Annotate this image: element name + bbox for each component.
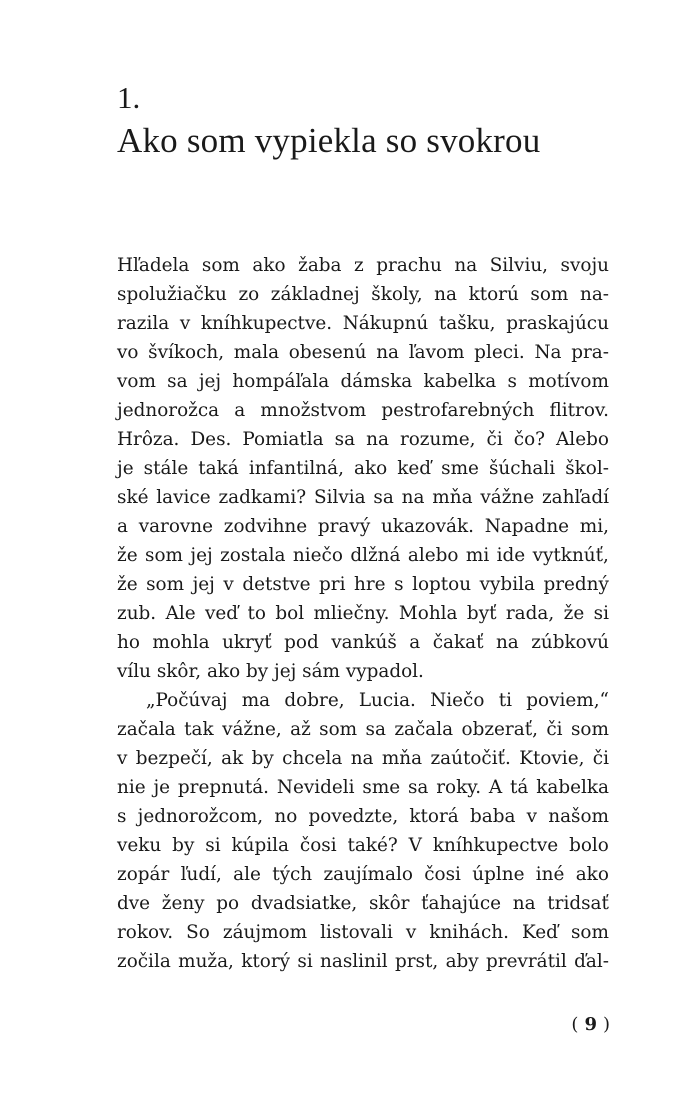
text-line: dve ženy po dvadsiatke, skôr ťahajúce na tridsať	[117, 893, 609, 914]
text-line: v bezpečí, ak by chcela na mňa zaútočiť. Ktovie, či	[117, 748, 609, 769]
text-line: razila v kníhkupectve. Nákupnú tašku, praskajúcu	[117, 313, 609, 334]
chapter-number: 1.	[117, 80, 141, 115]
text-line: „Počúvaj ma dobre, Lucia. Niečo ti poviem,“	[146, 690, 609, 711]
text-line: zopár ľudí, ale tých zaujímalo čosi úplne iné ako	[117, 864, 609, 885]
text-line: vom sa jej hompáľala dámska kabelka s motívom	[117, 371, 609, 392]
text-line: že som jej zostala niečo dlžná alebo mi ide vytknúť,	[117, 545, 609, 566]
page-number	[538, 1012, 610, 1038]
text-line: vo švíkoch, mala obesenú na ľavom pleci. Na pra-	[117, 342, 609, 363]
text-line: ho mohla ukryť pod vankúš a čakať na zúbkovú	[117, 632, 609, 653]
text-line: je stále taká infantilná, ako keď sme šúchali škol-	[117, 458, 609, 479]
text-line: a varovne zodvihne pravý ukazovák. Napadne mi,	[117, 516, 609, 537]
text-line: spolužiačku zo základnej školy, na ktorú som na-	[117, 284, 609, 305]
text-line: zočila muža, ktorý si naslinil prst, aby prevrátil ďal-	[117, 951, 609, 972]
body-text	[117, 251, 609, 976]
chapter-title: Ako som vypiekla so svokrou	[117, 121, 541, 160]
text-line: že som jej v detstve pri hre s loptou vybila predný	[117, 574, 609, 595]
text-line: ské lavice zadkami? Silvia sa na mňa vážne zahľadí	[117, 487, 609, 508]
page-number-open-paren: (	[571, 1014, 579, 1035]
text-line: Hľadela som ako žaba z prachu na Silviu, svoju	[117, 255, 609, 276]
text-line: vílu skôr, ako by jej sám vypadol.	[117, 661, 424, 682]
page-number-close-paren: )	[602, 1014, 610, 1035]
text-line: jednorožca a množstvom pestrofarebných flitrov.	[117, 400, 609, 421]
text-line: zub. Ale veď to bol mliečny. Mohla byť rada, že si	[117, 603, 609, 624]
text-line: rokov. So záujmom listovali v knihách. Keď som	[117, 922, 609, 943]
text-line: nie je prepnutá. Nevideli sme sa roky. A tá kabelka	[117, 777, 609, 798]
text-line: Hrôza. Des. Pomiatla sa na rozume, či čo? Alebo	[117, 429, 609, 450]
text-line: začala tak vážne, až som sa začala obzerať, či som	[117, 719, 609, 740]
page-number-value: 9	[584, 1014, 597, 1035]
text-line: veku by si kúpila čosi také? V kníhkupectve bolo	[117, 835, 609, 856]
text-line: s jednorožcom, no povedzte, ktorá baba v našom	[117, 806, 609, 827]
